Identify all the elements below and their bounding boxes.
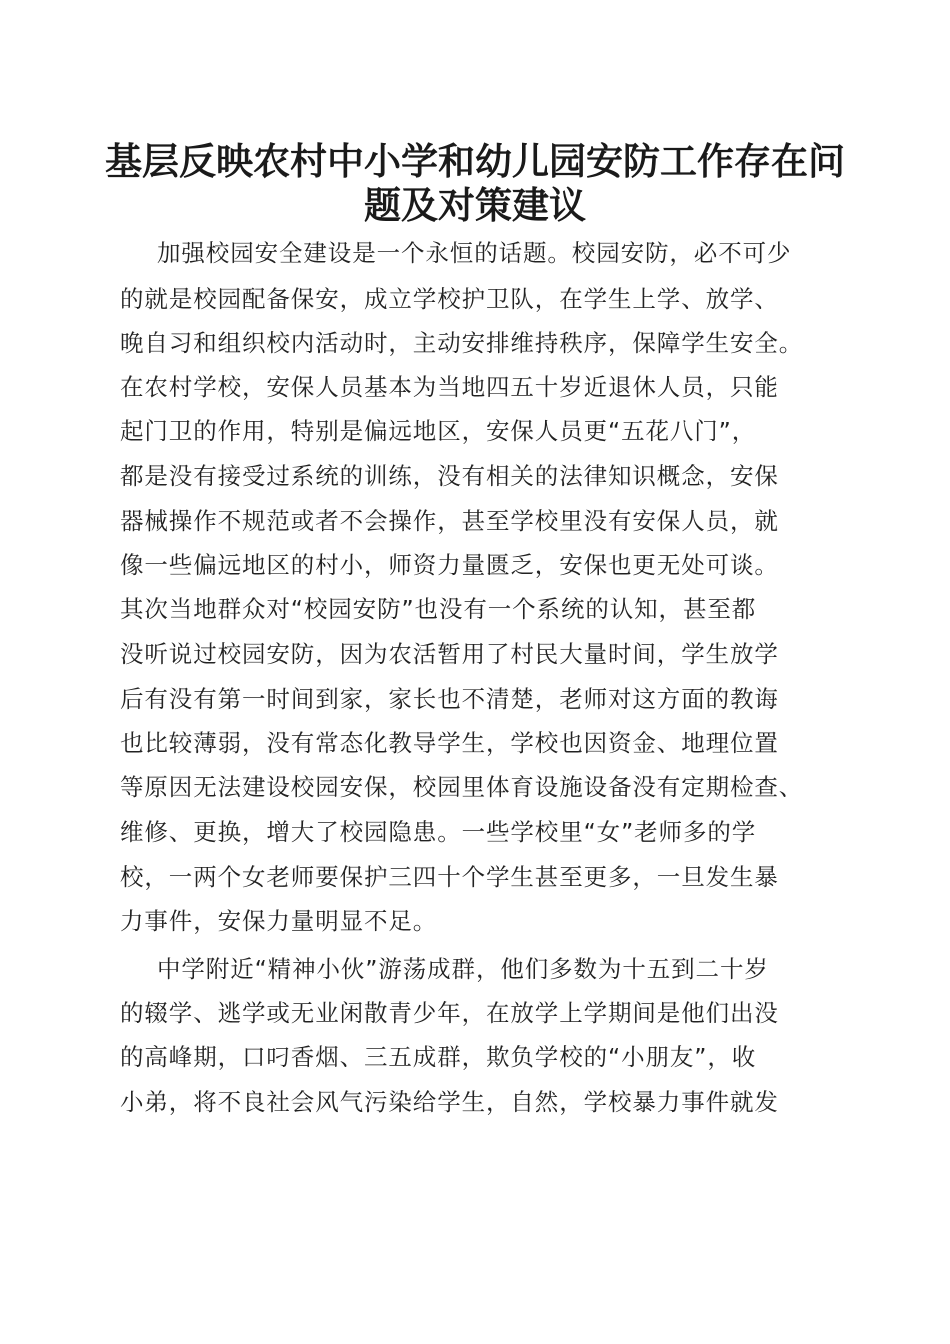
document-title-line-1: 基层反映农村中小学和幼儿园安防工作存在问 — [105, 139, 845, 183]
paragraph-1-line-11: 后有没有第一时间到家，家长也不清楚，老师对这方面的教诲 — [120, 685, 779, 713]
paragraph-1-line-7: 器械操作不规范或者不会操作，甚至学校里没有安保人员，就 — [120, 507, 779, 535]
paragraph-1-line-10: 没听说过校园安防，因为农活暂用了村民大量时间，学生放学 — [120, 640, 779, 668]
paragraph-2-line-1: 中学附近“精神小伙”游荡成群，他们多数为十五到二十岁 — [157, 955, 769, 983]
document-title-line-2: 题及对策建议 — [364, 183, 586, 227]
paragraph-1-line-9: 其次当地群众对“校园安防”也没有一个系统的认知，甚至都 — [120, 595, 757, 623]
paragraph-2-line-3: 的高峰期，口叼香烟、三五成群，欺负学校的“小朋友”，收 — [120, 1043, 757, 1071]
paragraph-1-line-1: 加强校园安全建设是一个永恒的话题。校园安防，必不可少 — [157, 239, 792, 267]
paragraph-2-line-2: 的辍学、逃学或无业闲散青少年，在放学上学期间是他们出没 — [120, 999, 779, 1027]
paragraph-1-line-5: 起门卫的作用，特别是偏远地区，安保人员更“五花八门”， — [120, 417, 757, 445]
paragraph-1-line-6: 都是没有接受过系统的训练，没有相关的法律知识概念，安保 — [120, 462, 779, 490]
paragraph-1-line-8: 像一些偏远地区的村小，师资力量匮乏，安保也更无处可谈。 — [120, 551, 779, 579]
paragraph-1-line-12: 也比较薄弱，没有常态化教导学生，学校也因资金、地理位置 — [120, 729, 779, 757]
paragraph-1-line-15: 校，一两个女老师要保护三四十个学生甚至更多，一旦发生暴 — [120, 863, 779, 891]
paragraph-1-line-13: 等原因无法建设校园安保，校园里体育设施设备没有定期检查、 — [120, 773, 804, 801]
paragraph-1-line-4: 在农村学校，安保人员基本为当地四五十岁近退休人员，只能 — [120, 373, 779, 401]
paragraph-1-line-16: 力事件，安保力量明显不足。 — [120, 907, 438, 935]
paragraph-2-line-4: 小弟，将不良社会风气污染给学生，自然，学校暴力事件就发 — [120, 1088, 779, 1116]
paragraph-1-line-3: 晚自习和组织校内活动时，主动安排维持秩序，保障学生安全。 — [120, 329, 804, 357]
paragraph-1-line-2: 的就是校园配备保安，成立学校护卫队，在学生上学、放学、 — [120, 285, 779, 313]
paragraph-1-line-14: 维修、更换，增大了校园隐患。一些学校里“女”老师多的学 — [120, 818, 757, 846]
